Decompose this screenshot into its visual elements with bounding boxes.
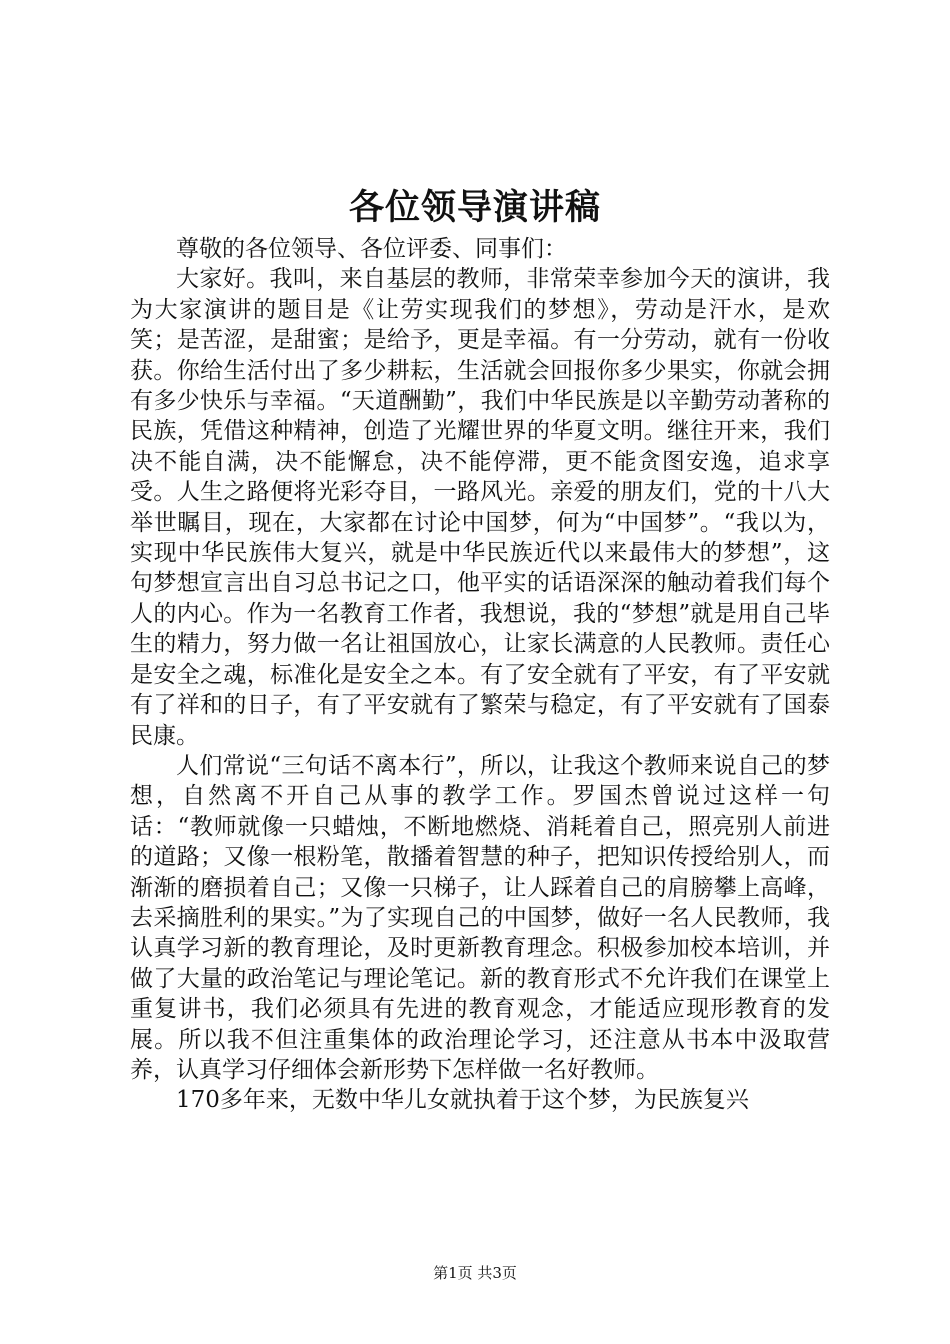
body-paragraph: 170多年来，无数中华儿女就执着于这个梦，为民族复兴 <box>176 1087 749 1114</box>
page-footer <box>0 1262 950 1284</box>
body-paragraph: 大家好。我叫，来自基层的教师，非常荣幸参加今天的演讲，我为大家演讲的题目是《让劳实现我们的梦想》，劳动是汗水，是欢笑；是苦涩，是甜蜜；是给予，更是幸福。有一分劳动，就有一份收获。你给生活付出了多少耕耘，生活就会回报你多少果实，你就会拥有多少快乐与幸福。“天道酬勤”，我们中华民族是以辛勤劳动著称的民族，凭借这种精神，创造了光耀世界的华夏文明。继往开来，我们决不能自满，决不能懈怠，决不能停滞，更不能贪图安逸，追求享受。人生之路便将光彩夺目，一路风光。亲爱的朋友们，党的十八大举世瞩目，现在，大家都在讨论中国梦，何为“中国梦”。“我以为，实现中华民族伟大复兴，就是中华民族近代以来最伟大的梦想”，这句梦想宣言出自习总书记之口，他平实的话语深深的触动着我们每个人的内心。作为一名教育工作者，我想说，我的“梦想”就是用自己毕生的精力，努力做一名让祖国放心，让家长满意的人民教师。责任心是安全之魂，标准化是安全之本。有了安全就有了平安，有了平安就有了祥和的日子，有了平安就有了繁荣与稳定，有了平安就有了国泰民康。 <box>130 266 830 749</box>
page-number-indicator: 第1页 共3页 <box>433 1264 517 1282</box>
document-body <box>130 234 830 1116</box>
document-title: 各位领导演讲稿 <box>348 187 601 228</box>
salutation-paragraph: 尊敬的各位领导、各位评委、同事们： <box>176 236 567 262</box>
body-paragraph: 人们常说“三句话不离本行”，所以，让我这个教师来说自己的梦想，自然离不开自己从事的教学工作。罗国杰曾说过这样一句话：“教师就像一只蜡烛，不断地燃烧、消耗着自己，照亮别人前进的道路；又像一根粉笔，散播着智慧的种子，把知识传授给别人，而渐渐的磨损着自己；又像一只梯子，让人踩着自己的肩膀攀上高峰，去采摘胜利的果实。”为了实现自己的中国梦，做好一名人民教师，我认真学习新的教育理论，及时更新教育理念。积极参加校本培训，并做了大量的政治笔记与理论笔记。新的教育形式不允许我们在课堂上重复讲书，我们必须具有先进的教育观念，才能适应现形教育的发展。所以我不但注重集体的政治理论学习，还注意从书本中汲取营养，认真学习仔细体会新形势下怎样做一名好教师。 <box>130 752 830 1083</box>
